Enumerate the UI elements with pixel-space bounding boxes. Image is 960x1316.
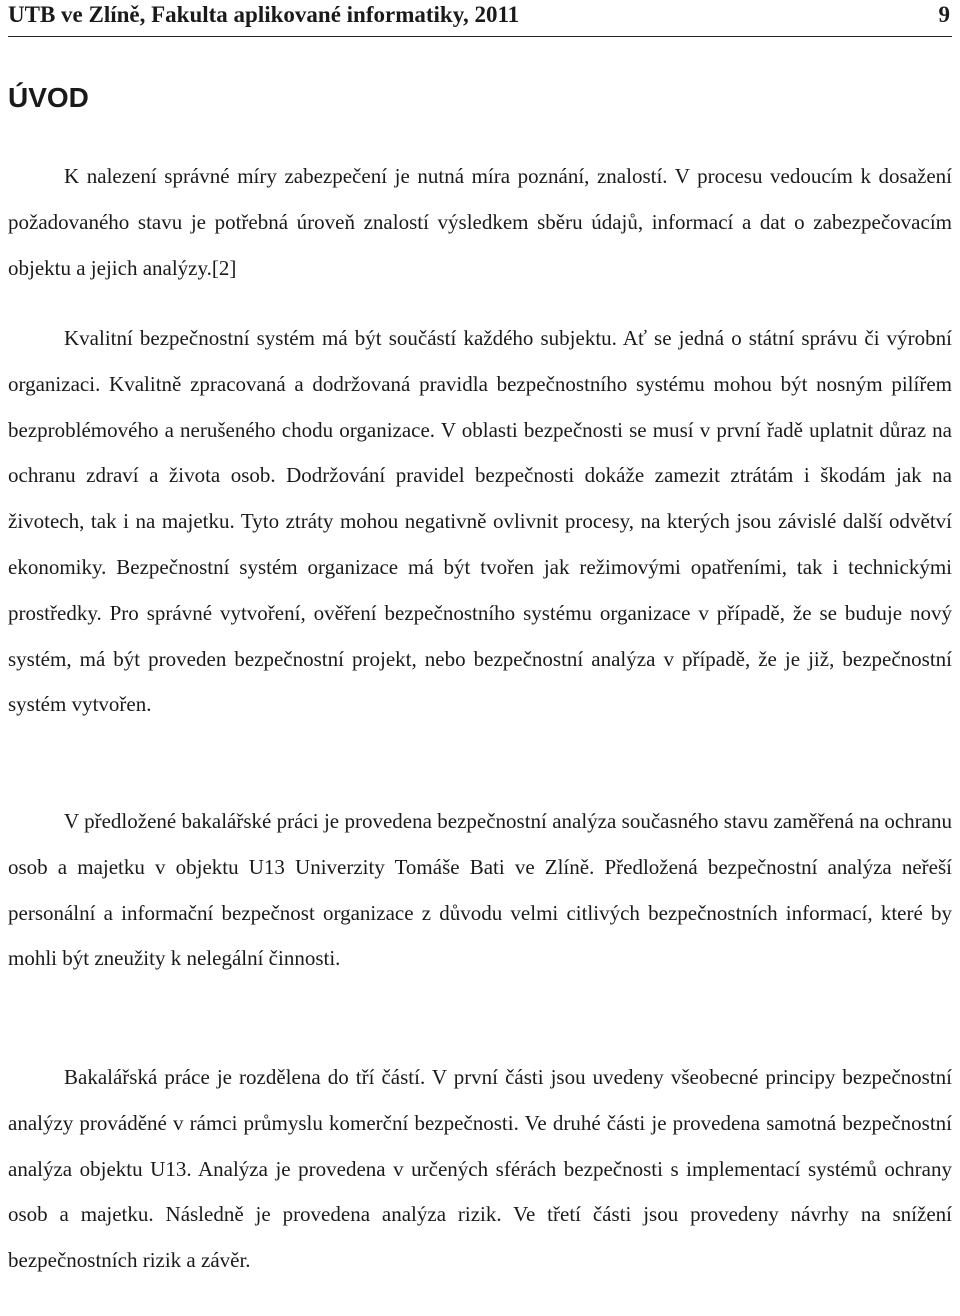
page-number: 9	[938, 2, 950, 27]
header-title: UTB ve Zlíně, Fakulta aplikované informatiky, 2011	[8, 2, 520, 27]
chapter-title: ÚVOD	[8, 82, 89, 113]
paragraph-1: K nalezení správné míry zabezpečení je nutná míra poznání, znalostí. V procesu vedoucím k dosažení požadovaného stavu je potřebná úroveň znalostí výsledkem sběru údajů, informací a dat o zabezpečovacím objektu a jejich analýzy.[2]	[8, 164, 952, 280]
running-header	[8, 0, 952, 37]
paragraph-2: Kvalitní bezpečnostní systém má být součástí každého subjektu. Ať se jedná o státní správu či výrobní organizaci. Kvalitně zpracovaná a dodržovaná pravidla bezpečnostního systému mohou být nosným pilířem bezproblémového a nerušeného chodu organizace. V oblasti bezpečnosti se musí v první řadě uplatnit důraz na ochranu zdraví a života osob. Dodržování pravidel bezpečnosti dokáže zamezit ztrátám i škodám jak na životech, tak i na majetku. Tyto ztráty mohou negativně ovlivnit procesy, na kterých jsou závislé další odvětví ekonomiky. Bezpečnostní systém organizace má být tvořen jak režimovými opatřeními, tak i technickými prostředky. Pro správné vytvoření, ověření bezpečnostního systému organizace v případě, že se buduje nový systém, má být proveden bezpečnostní projekt, nebo bezpečnostní analýza v případě, že je již, bezpečnostní systém vytvořen.	[8, 326, 952, 717]
paragraph-4: Bakalářská práce je rozdělena do tří částí. V první části jsou uvedeny všeobecné principy bezpečnostní analýzy prováděné v rámci průmyslu komerční bezpečnosti. Ve druhé části je provedena samotná bezpečnostní analýza objektu U13. Analýza je provedena v určených sférách bezpečnosti s implementací systémů ochrany osob a majetku. Následně je provedena analýza rizik. Ve třetí části jsou provedeny návrhy na snížení bezpečnostních rizik a závěr.	[8, 1065, 952, 1273]
paragraph-3: V předložené bakalářské práci je provedena bezpečnostní analýza současného stavu zaměřená na ochranu osob a majetku v objektu U13 Univerzity Tomáše Bati ve Zlíně. Předložená bezpečnostní analýza neřeší personální a informační bezpečnost organizace z důvodu velmi citlivých bezpečnostních informací, které by mohli být zneužity k nelegální činnosti.	[8, 809, 952, 971]
